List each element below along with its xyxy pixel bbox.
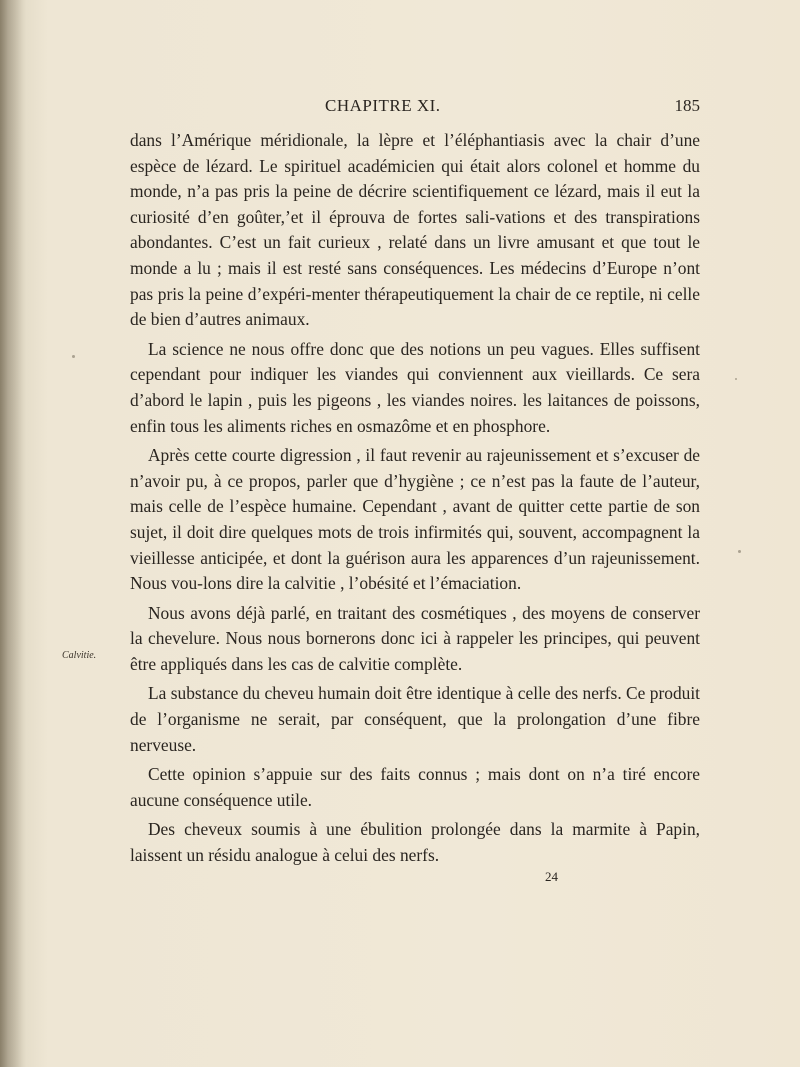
body-text <box>130 128 700 873</box>
paragraph-7: Des cheveux soumis à une ébulition prolongée dans la marmite à Papin, laissent un résidu analogue à celui des nerfs. <box>130 819 700 866</box>
running-head <box>130 96 700 124</box>
margin-note: Calvitie. <box>62 650 97 661</box>
spine-shadow <box>0 0 26 1067</box>
paper-speck <box>72 355 75 358</box>
paragraph-2: La science ne nous offre donc que des notions un peu vagues. Elles suffisent cependant pour indiquer les viandes qui conviennent aux vieillards. Ce sera d’abord le lapin , puis les pigeons , les viandes noires. les laitances de poissons, enfin tous les aliments riches en osmazôme et en phosphore. <box>130 338 700 436</box>
paragraph-4: Nous avons déjà parlé, en traitant des cosmétiques , des moyens de conserver la chevelure. Nous nous bornerons donc ici à rappeler les principes, qui peuvent être appliqués dans les cas de calvitie complète. <box>130 602 700 674</box>
signature-mark: 24 <box>545 869 558 884</box>
paper-speck <box>738 550 741 553</box>
paragraph-5: La substance du cheveu humain doit être identique à celle des nerfs. Ce produit de l’organisme ne serait, par conséquent, que la prolongation d’une fibre nerveuse. <box>130 683 700 755</box>
paragraph-6: Cette opinion s’appuie sur des faits connus ; mais dont on n’a tiré encore aucune conséquence utile. <box>130 764 700 810</box>
paragraph-1: dans l’Amérique méridionale, la lèpre et l’éléphantiasis avec la chair d’une espèce de lézard. Le spirituel académicien qui était alors colonel et homme du monde, n’a pas pris la peine de décrire scientifiquement ce lézard, mais il eut la curiosité d’en goûter,’et il éprouva de fortes sali-vations et des transpirations abondantes. C’est un fait curieux , relaté dans un livre amusant et que tout le monde a lu ; mais il est resté sans conséquences. Les médecins d’Europe n’ont pas pris la peine d’expéri-menter thérapeutiquement la chair de ce reptile, ni celle de bien d’autres animaux. <box>130 130 700 330</box>
paper-speck <box>735 378 737 380</box>
paragraph-3: Après cette courte digression , il faut revenir au rajeunissement et s’excuser de n’avoir pu, à ce propos, parler que d’hygiène ; ce n’est pas la faute de l’auteur, mais celle de l’espèce humaine. Cependant , avant de quitter cette partie de son sujet, il doit dire quelques mots de trois infirmités qui, souvent, accompagnent la vieillesse anticipée, et dont la guérison aura les apparences d’un rajeunissement. Nous vou-lons dire la calvitie , l’obésité et l’émaciation. <box>130 445 700 594</box>
page-number: 185 <box>674 96 700 115</box>
chapter-title: CHAPITRE XI. <box>325 96 441 115</box>
